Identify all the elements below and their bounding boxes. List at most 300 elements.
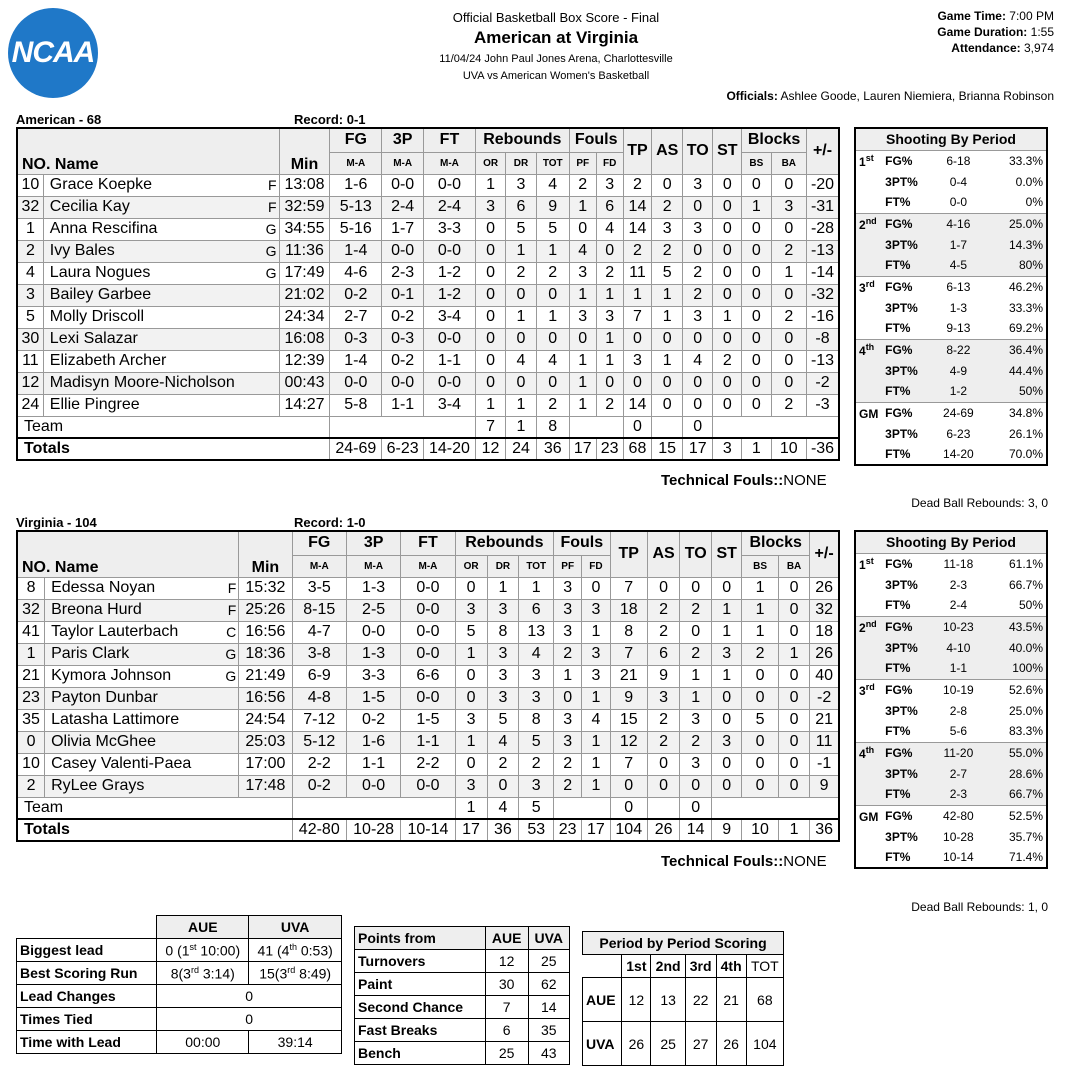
3p-ma-header: M-A: [382, 152, 424, 174]
st-col-header: ST: [713, 128, 742, 174]
off-reb-cell: 3: [455, 709, 487, 731]
blocks-against-cell: 2: [771, 240, 806, 262]
fg-cell: 5-13: [330, 196, 382, 218]
shot-type: 3PT%: [882, 360, 931, 381]
attendance-label: Attendance:: [951, 41, 1021, 55]
shooting-row: [855, 658, 1047, 679]
game-time: 7:00 PM: [1009, 9, 1054, 23]
player-name: Laura Nogues: [43, 262, 261, 284]
shot-made-attempted: 2-8: [949, 703, 968, 718]
shot-type: FT%: [882, 381, 931, 402]
plus-minus-cell: -2: [807, 372, 839, 394]
totals-as: 15: [652, 438, 683, 460]
shot-type: 3PT%: [885, 300, 918, 315]
team-header: [16, 515, 416, 530]
period-label-empty: [855, 234, 882, 255]
assists-cell: 1: [652, 306, 683, 328]
team-row: [17, 416, 839, 438]
points-from-uva: 62: [528, 973, 570, 996]
pf-cell: 1: [554, 665, 582, 687]
totals-tot: 36: [536, 438, 569, 460]
3p-cell: 0-2: [382, 306, 424, 328]
pf-cell: 3: [554, 709, 582, 731]
shot-type: FT%: [882, 255, 931, 276]
plus-minus-cell: -32: [807, 284, 839, 306]
fg-cell: 0-2: [292, 775, 346, 797]
minutes-cell: 24:34: [279, 306, 330, 328]
pf-cell: 1: [569, 350, 596, 372]
attendance: 3,974: [1023, 41, 1054, 55]
ft-cell: 0-0: [401, 599, 455, 621]
blocks-against-cell: 0: [778, 577, 809, 599]
fg-cell: 3-8: [292, 643, 346, 665]
shot-type: FG%: [885, 405, 913, 420]
player-position: [262, 284, 279, 306]
blocks-cell: 0: [742, 731, 779, 753]
off-reb-cell: 5: [455, 621, 487, 643]
pf-cell: 3: [554, 621, 582, 643]
lead-changes-value: 0: [157, 985, 342, 1008]
tot-reb-cell: 5: [536, 218, 569, 240]
fg-cell: 6-9: [292, 665, 346, 687]
minutes-cell: 24:54: [239, 709, 292, 731]
fd-header: FD: [582, 555, 610, 577]
blocks-col-header: Blocks: [742, 531, 810, 555]
shot-percentage: 52.6%: [1008, 682, 1043, 697]
assists-cell: 0: [648, 775, 680, 797]
tot-header: TOT: [536, 152, 569, 174]
shot-type: FG%: [882, 616, 931, 637]
minutes-cell: 00:43: [279, 372, 330, 394]
player-row: [17, 621, 839, 643]
assists-cell: 9: [648, 665, 680, 687]
steals-cell: 3: [712, 643, 742, 665]
tot-reb-cell: 3: [519, 665, 554, 687]
shooting-row: [855, 700, 1047, 721]
fg-cell: 3-5: [292, 577, 346, 599]
player-name: Elizabeth Archer: [43, 350, 261, 372]
shot-percentage: 55.0%: [985, 742, 1047, 763]
plus-minus-cell: -3: [807, 394, 839, 416]
player-number: 4: [17, 262, 43, 284]
shot-percentage: 33.3%: [1008, 153, 1043, 168]
team-row-empty: [713, 416, 839, 438]
blocks-against-cell: 0: [778, 753, 809, 775]
period-label-empty: [855, 255, 882, 276]
totals-to: 14: [680, 819, 712, 841]
assists-cell: 0: [652, 394, 683, 416]
name-col-header: NO. Name: [17, 531, 239, 577]
fg-cell: 2-2: [292, 753, 346, 775]
blocks-cell: 0: [742, 240, 771, 262]
points-from-title: Points from: [355, 927, 486, 950]
to-col-header: TO: [680, 531, 712, 577]
pf-cell: 4: [569, 240, 596, 262]
team-row-empty: [330, 416, 475, 438]
shot-percentage: 44.4%: [985, 360, 1047, 381]
shot-made-attempted: 8-22: [932, 339, 986, 360]
best-run-label: Best Scoring Run: [17, 962, 157, 985]
points-from-row: [355, 1042, 570, 1065]
team-tp: 0: [610, 797, 648, 819]
blocks-against-cell: 2: [771, 394, 806, 416]
tot-reb-cell: 1: [519, 577, 554, 599]
ft-cell: 1-1: [401, 731, 455, 753]
shot-made-attempted: 2-7: [932, 763, 986, 784]
player-position: F: [221, 577, 239, 599]
blocks-cell: 1: [742, 599, 779, 621]
turnovers-cell: 2: [680, 643, 712, 665]
shot-type: FG%: [885, 808, 913, 823]
off-reb-cell: 0: [455, 753, 487, 775]
assists-cell: 5: [652, 262, 683, 284]
shot-made-attempted: 2-3: [949, 577, 968, 592]
points-from-col-uva: UVA: [528, 927, 570, 950]
period-label-empty: [855, 423, 882, 444]
points-cell: 0: [623, 328, 652, 350]
steals-cell: 1: [712, 599, 742, 621]
blocks-against-cell: 1: [778, 643, 809, 665]
shooting-row: [855, 574, 1047, 595]
fg-ma-header: M-A: [292, 555, 346, 577]
shot-made-attempted: 10-23: [932, 616, 986, 637]
player-row: [17, 350, 839, 372]
points-cell: 15: [610, 709, 648, 731]
shooting-by-period-table: [854, 127, 1048, 466]
player-number: 2: [17, 240, 43, 262]
best-run-uva: 15(3rd 8:49): [249, 962, 342, 985]
to-col-header: TO: [683, 128, 713, 174]
period-label: GM: [859, 809, 879, 824]
def-reb-cell: 4: [487, 731, 519, 753]
ft-cell: 3-4: [424, 394, 476, 416]
period-score-cell: 104: [746, 1022, 783, 1066]
player-name: Latasha Lattimore: [45, 709, 221, 731]
blocks-cell: 5: [742, 709, 779, 731]
tot-reb-cell: 13: [519, 621, 554, 643]
steals-cell: 0: [712, 709, 742, 731]
minutes-cell: 14:27: [279, 394, 330, 416]
points-cell: 14: [623, 196, 652, 218]
turnovers-cell: 2: [683, 262, 713, 284]
totals-fd: 17: [582, 819, 610, 841]
shot-made-attempted: 14-20: [943, 447, 974, 461]
shot-made-attempted: 9-13: [946, 321, 971, 336]
points-cell: 7: [610, 753, 648, 775]
3p-cell: 2-4: [382, 196, 424, 218]
tot-reb-cell: 8: [519, 709, 554, 731]
player-name: Bailey Garbee: [43, 284, 261, 306]
player-name: Lexi Salazar: [43, 328, 261, 350]
shot-percentage: 43.5%: [985, 616, 1047, 637]
def-reb-cell: 1: [506, 394, 536, 416]
fg-ma-header: M-A: [330, 152, 382, 174]
game-info: [937, 8, 1054, 56]
shot-made-attempted: 4-10: [932, 637, 986, 658]
def-reb-cell: 2: [506, 262, 536, 284]
tot-reb-cell: 0: [536, 328, 569, 350]
blocks-against-cell: 0: [778, 599, 809, 621]
totals-pm: -36: [807, 438, 839, 460]
turnovers-cell: 0: [683, 240, 713, 262]
period-col-header: TOT: [746, 955, 783, 978]
period-col-header: 3rd: [685, 955, 716, 978]
fd-cell: 1: [582, 775, 610, 797]
fd-cell: 6: [596, 196, 623, 218]
shooting-row: [855, 721, 1047, 742]
fg-cell: 0-2: [330, 284, 382, 306]
player-name: Cecilia Kay: [43, 196, 261, 218]
points-cell: 12: [610, 731, 648, 753]
tot-reb-cell: 5: [519, 731, 554, 753]
shot-type: 3PT%: [885, 703, 918, 718]
steals-cell: 2: [713, 350, 742, 372]
def-reb-cell: 3: [487, 599, 519, 621]
player-position: G: [262, 240, 279, 262]
off-reb-cell: 0: [475, 350, 505, 372]
plus-minus-cell: 18: [810, 621, 839, 643]
fd-cell: 4: [596, 218, 623, 240]
shot-type: FT%: [885, 195, 911, 210]
blocks-cell: 0: [742, 174, 771, 196]
steals-cell: 0: [712, 753, 742, 775]
steals-cell: 1: [713, 306, 742, 328]
shot-type: 3PT%: [885, 174, 918, 189]
ft-cell: 0-0: [424, 372, 476, 394]
assists-cell: 6: [648, 643, 680, 665]
points-from-row: [355, 996, 570, 1019]
shooting-by-period-title: Shooting By Period: [855, 531, 1047, 553]
steals-cell: 1: [712, 621, 742, 643]
steals-cell: 0: [713, 328, 742, 350]
off-reb-cell: 0: [475, 328, 505, 350]
points-from-aue: 12: [485, 950, 528, 973]
fg-cell: 5-8: [330, 394, 382, 416]
ft-cell: 0-0: [401, 687, 455, 709]
minutes-cell: 25:03: [239, 731, 292, 753]
steals-cell: 0: [713, 394, 742, 416]
points-from-label: Turnovers: [355, 950, 486, 973]
biggest-lead-uva: 41 (4th 0:53): [249, 939, 342, 962]
player-position: F: [221, 599, 239, 621]
player-position: [262, 350, 279, 372]
shot-percentage: 69.2%: [1008, 321, 1043, 336]
totals-row: [17, 819, 839, 841]
shooting-row: [855, 276, 1047, 297]
points-from-aue: 25: [485, 1042, 528, 1065]
team-record: Record: 0-1: [294, 112, 366, 127]
blocks-against-cell: 3: [771, 196, 806, 218]
shot-percentage: 80%: [985, 255, 1047, 276]
ft-col-header: FT: [401, 531, 455, 555]
team-or: 1: [455, 797, 487, 819]
team-row-empty: [569, 416, 623, 438]
tp-col-header: TP: [623, 128, 652, 174]
totals-row: [17, 438, 839, 460]
ft-cell: 1-1: [424, 350, 476, 372]
shot-type: 3PT%: [882, 234, 931, 255]
player-number: 1: [17, 218, 43, 240]
fd-cell: 0: [596, 240, 623, 262]
points-cell: 7: [610, 577, 648, 599]
off-reb-cell: 0: [475, 240, 505, 262]
blocks-against-cell: 0: [771, 350, 806, 372]
blocks-cell: 0: [742, 753, 779, 775]
period-label-empty: [855, 658, 882, 679]
minutes-cell: 13:08: [279, 174, 330, 196]
period-header-row: [583, 955, 784, 978]
def-reb-cell: 8: [487, 621, 519, 643]
team-row-label: Team: [17, 797, 292, 819]
minutes-cell: 18:36: [239, 643, 292, 665]
period-score-cell: 68: [746, 978, 783, 1022]
pf-cell: 3: [554, 599, 582, 621]
player-row: [17, 262, 839, 284]
assists-cell: 3: [652, 218, 683, 240]
totals-as: 26: [648, 819, 680, 841]
shooting-row: [855, 297, 1047, 318]
player-name: Kymora Johnson: [45, 665, 221, 687]
rebounds-col-header: Rebounds: [475, 128, 569, 152]
player-number: 1: [17, 643, 45, 665]
blocks-against-cell: 0: [778, 731, 809, 753]
blocks-against-cell: 0: [771, 372, 806, 394]
shooting-row: [855, 742, 1047, 763]
shot-type: 3PT%: [885, 577, 918, 592]
plus-minus-cell: -2: [810, 687, 839, 709]
ft-cell: 0-0: [424, 328, 476, 350]
pf-cell: 1: [569, 196, 596, 218]
officials-names: Ashlee Goode, Lauren Niemiera, Brianna Robinson: [780, 89, 1054, 103]
player-number: 11: [17, 350, 43, 372]
player-number: 2: [17, 775, 45, 797]
times-tied-label: Times Tied: [17, 1008, 157, 1031]
turnovers-cell: 0: [680, 621, 712, 643]
period-label-empty: [855, 171, 882, 192]
shot-made-attempted: 24-69: [943, 405, 974, 420]
points-cell: 21: [610, 665, 648, 687]
as-col-header: AS: [652, 128, 683, 174]
st-col-header: ST: [712, 531, 742, 577]
points-from-row: [355, 1019, 570, 1042]
ft-cell: 1-5: [401, 709, 455, 731]
blocks-against-cell: 0: [778, 621, 809, 643]
off-reb-cell: 1: [455, 731, 487, 753]
blocks-against-cell: 0: [771, 218, 806, 240]
minutes-cell: 32:59: [279, 196, 330, 218]
period-label-empty: [855, 574, 882, 595]
tot-reb-cell: 1: [536, 306, 569, 328]
player-name: Anna Rescifina: [43, 218, 261, 240]
game-duration-label: Game Duration:: [937, 25, 1028, 39]
shot-made-attempted: 6-18: [946, 153, 971, 168]
points-cell: 0: [623, 372, 652, 394]
shot-percentage: 26.1%: [1008, 426, 1043, 441]
turnovers-cell: 0: [680, 577, 712, 599]
totals-label: Totals: [17, 438, 330, 460]
period-label-empty: [855, 381, 882, 402]
3p-cell: 1-6: [346, 731, 400, 753]
fd-cell: 4: [582, 709, 610, 731]
off-reb-cell: 0: [455, 687, 487, 709]
points-from-uva: 25: [528, 950, 570, 973]
shooting-row: [855, 616, 1047, 637]
shot-type: FG%: [882, 742, 931, 763]
fd-cell: 1: [596, 328, 623, 350]
totals-bs: 10: [742, 819, 779, 841]
shot-percentage: 83.3%: [1008, 724, 1043, 739]
3p-cell: 0-0: [382, 240, 424, 262]
dr-header: DR: [506, 152, 536, 174]
minutes-cell: 16:56: [239, 621, 292, 643]
off-reb-cell: 0: [475, 372, 505, 394]
blocks-cell: 2: [742, 643, 779, 665]
shot-type: FT%: [885, 447, 911, 461]
3p-cell: 0-0: [346, 775, 400, 797]
fg-cell: 7-12: [292, 709, 346, 731]
fg-cell: 0-0: [330, 372, 382, 394]
pf-cell: 2: [569, 174, 596, 196]
totals-tot: 53: [519, 819, 554, 841]
3p-col-header: 3P: [346, 531, 400, 555]
def-reb-cell: 6: [506, 196, 536, 218]
shooting-row: [855, 805, 1047, 826]
shooting-row: [855, 763, 1047, 784]
player-name: Casey Valenti-Paea: [45, 753, 221, 775]
off-reb-cell: 3: [455, 775, 487, 797]
3p-cell: 0-0: [382, 174, 424, 196]
blocks-against-cell: 0: [771, 174, 806, 196]
plus-minus-cell: -28: [807, 218, 839, 240]
3p-cell: 1-1: [382, 394, 424, 416]
totals-st: 9: [712, 819, 742, 841]
player-number: 10: [17, 753, 45, 775]
totals-fg: 24-69: [330, 438, 382, 460]
fg-cell: 4-7: [292, 621, 346, 643]
minutes-cell: 11:36: [279, 240, 330, 262]
period-label: 3rd: [859, 681, 875, 698]
totals-pm: 36: [810, 819, 839, 841]
ft-cell: 0-0: [401, 775, 455, 797]
plus-minus-cell: 11: [810, 731, 839, 753]
minutes-cell: 16:56: [239, 687, 292, 709]
dead-ball-rebounds: Dead Ball Rebounds: 3, 0: [911, 496, 1048, 510]
def-reb-cell: 3: [487, 643, 519, 665]
steals-cell: 3: [712, 731, 742, 753]
period-score-row: [583, 978, 784, 1022]
blocks-cell: 0: [742, 328, 771, 350]
name-col-header: NO. Name: [17, 128, 279, 174]
points-from-aue: 30: [485, 973, 528, 996]
player-name: RyLee Grays: [45, 775, 221, 797]
biggest-lead-aue: 0 (1st 10:00): [157, 939, 249, 962]
shot-made-attempted: 6-23: [946, 426, 971, 441]
shot-type: 3PT%: [882, 637, 931, 658]
fd-cell: 0: [596, 372, 623, 394]
player-number: 30: [17, 328, 43, 350]
plus-minus-cell: 9: [810, 775, 839, 797]
fg-cell: 4-6: [330, 262, 382, 284]
plus-minus-col-header: +/-: [810, 531, 839, 577]
box-score-subtitle: Official Basketball Box Score - Final: [452, 10, 660, 25]
shot-type: FG%: [885, 556, 913, 571]
assists-cell: 2: [648, 599, 680, 621]
player-position: [221, 709, 239, 731]
plus-minus-cell: -14: [807, 262, 839, 284]
totals-tp: 68: [623, 438, 652, 460]
off-reb-cell: 0: [475, 284, 505, 306]
pf-cell: 3: [554, 731, 582, 753]
